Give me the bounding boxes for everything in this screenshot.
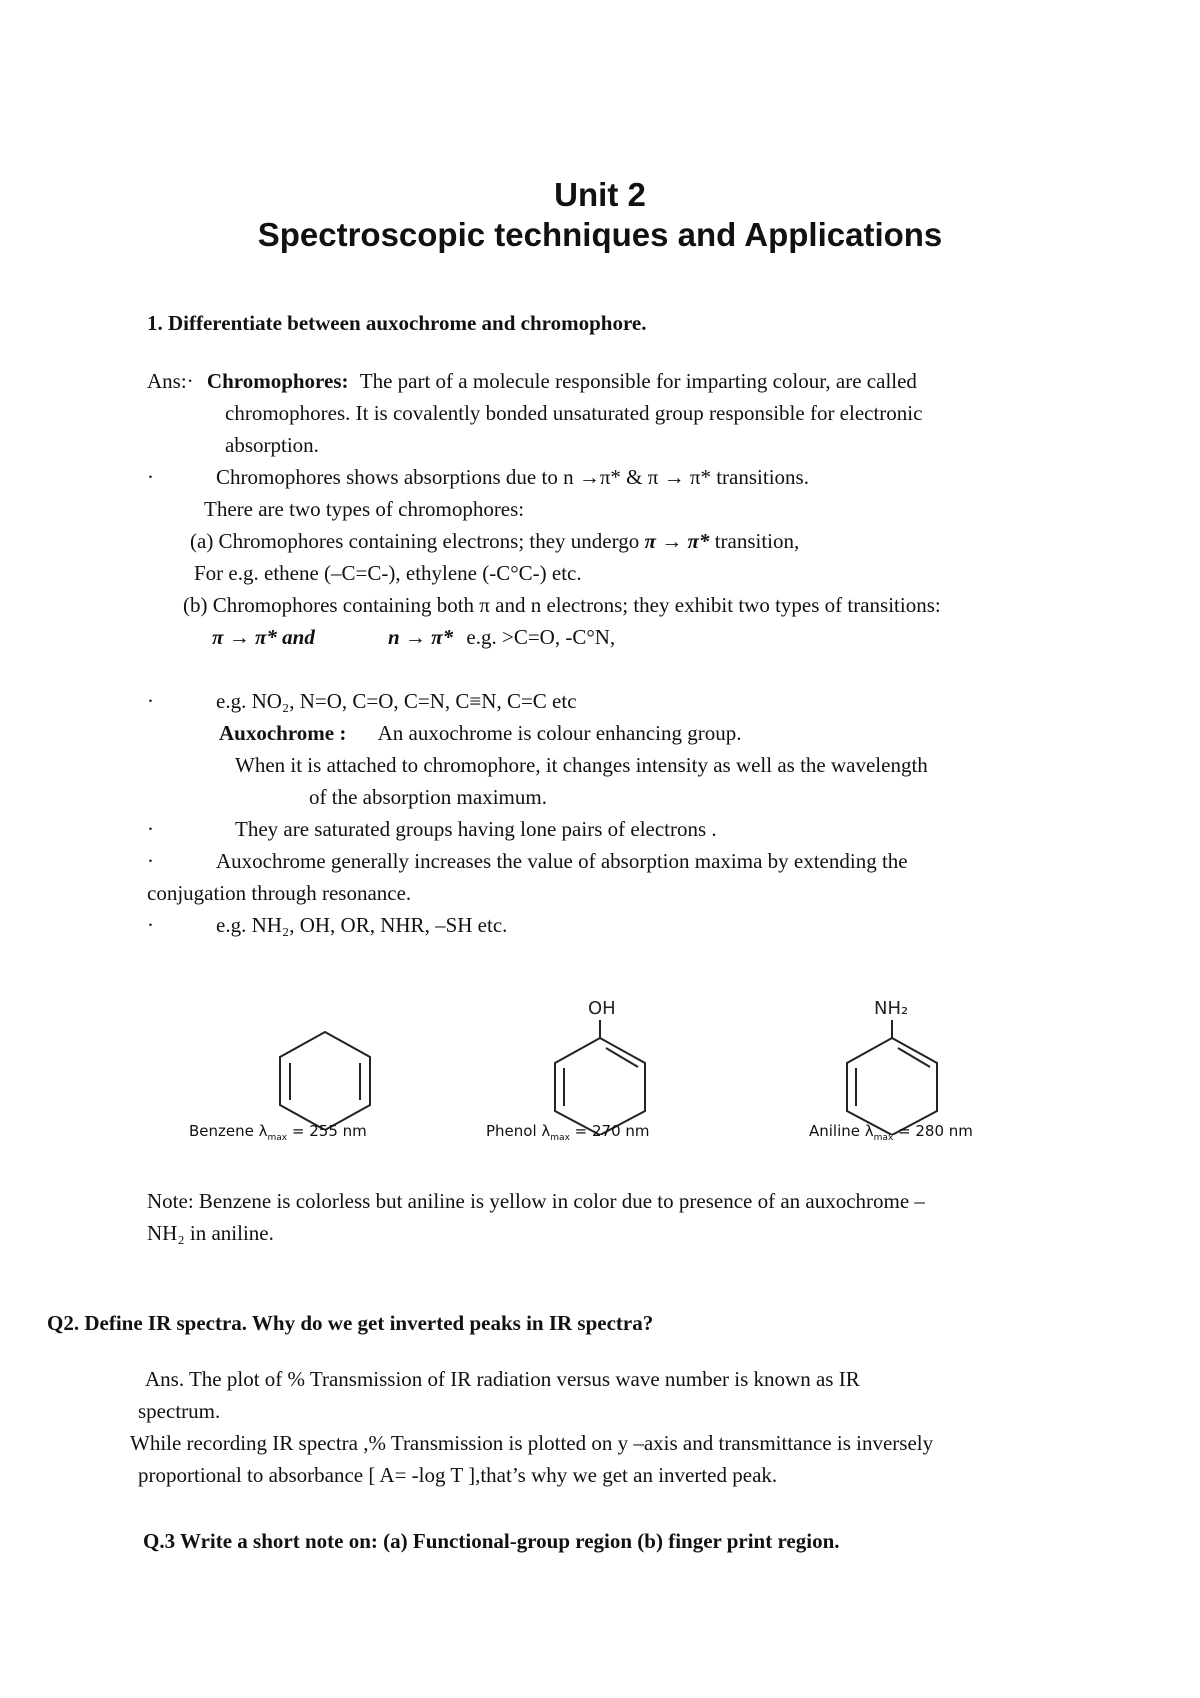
benzene-caption: Benzene $\lambda_{max} = 255$ nm [189, 1122, 367, 1143]
answer-1-line-1 [147, 371, 917, 392]
bullet: · [147, 817, 154, 841]
aniline-nh2-label: NH₂ [874, 998, 909, 1019]
auxochrome-line-6: conjugation through resonance. [147, 881, 412, 905]
chromophore-type-b-transitions [212, 627, 315, 648]
auxochrome-line-3: of the absorption maximum. [309, 785, 547, 809]
aniline-structure [830, 990, 960, 1135]
chromophore-types-intro: There are two types of chromophores: [204, 497, 525, 521]
bullet: · [147, 913, 154, 937]
benzene-structure [270, 1030, 390, 1130]
auxochrome-line [219, 723, 742, 744]
phenol-structure [540, 990, 670, 1135]
bullet: · [147, 465, 154, 489]
auxochrome-definition: An auxochrome is colour enhancing group. [377, 721, 742, 745]
question-3: Q.3 Write a short note on: (a) Functional-group region (b) finger print region. [143, 1529, 840, 1553]
chromophore-type-b: (b) Chromophores containing both π and n electrons; they exhibit two types of transitions: [183, 593, 941, 617]
chromophores-definition: The part of a molecule responsible for imparting colour, are called [359, 369, 917, 393]
bullet: · [147, 849, 154, 873]
note-line-2: NH₂ in aniline. [147, 1221, 274, 1245]
type-a-transition: π → π* [644, 529, 710, 553]
auxochrome-examples: e.g. NH₂, OH, OR, NHR, –SH etc. [216, 913, 508, 937]
answer-2-line-3: While recording IR spectra ,% Transmission is plotted on y –axis and transmittance is inversely [130, 1431, 934, 1455]
answer-2-line-1: Ans. The plot of % Transmission of IR radiation versus wave number is known as IR [145, 1367, 860, 1391]
question-2: Q2. Define IR spectra. Why do we get inverted peaks in IR spectra? [47, 1311, 654, 1335]
phenol-oh-label: OH [588, 998, 616, 1019]
n-pi-star-line [388, 627, 615, 648]
n-pi-star-transition: n → π* [388, 625, 454, 649]
chromophore-type-a: (a) Chromophores containing electrons; they undergo π → π* transition, [190, 529, 800, 553]
chromophore-examples: e.g. NO₂, N=O, C=O, C=N, C≡N, C=C etc [216, 689, 577, 713]
auxochrome-line-5: Auxochrome generally increases the value of absorption maxima by extending the [216, 849, 908, 873]
answer-2-line-2: spectrum. [138, 1399, 221, 1423]
auxochrome-line-2: When it is attached to chromophore, it changes intensity as well as the wavelength [235, 753, 928, 777]
answer-prefix: Ans:· [147, 369, 194, 393]
chromophores-definition-2: chromophores. It is covalently bonded unsaturated group responsible for electronic [225, 401, 923, 425]
chromophores-definition-3: absorption. [225, 433, 319, 457]
chromophores-transitions: Chromophores shows absorptions due to n →π* & π → π* transitions. [216, 465, 809, 489]
page-title: Spectroscopic techniques and Applications [257, 216, 943, 253]
pi-pi-star-transition: π → π* and [212, 625, 315, 649]
aniline-caption: Aniline $\lambda_{max} = 280$ nm [809, 1122, 973, 1143]
bullet: · [147, 689, 154, 713]
auxochrome-line-4: They are saturated groups having lone pairs of electrons . [235, 817, 717, 841]
chromophore-type-a-example: For e.g. ethene (–C=C-), ethylene (-C°C-) etc. [194, 561, 582, 585]
note-line-1: Note: Benzene is colorless but aniline is yellow in color due to presence of an auxochrome – [147, 1189, 925, 1213]
auxochrome-term: Auxochrome : [219, 721, 347, 745]
question-1: 1. Differentiate between auxochrome and chromophore. [147, 311, 647, 335]
unit-heading: Unit 2 [554, 176, 646, 213]
chromophores-term: Chromophores: [206, 369, 349, 393]
phenol-caption: Phenol $\lambda_{max} = 270$ nm [486, 1122, 650, 1143]
answer-2-line-4: proportional to absorbance [ A= -log T ],that’s why we get an inverted peak. [138, 1463, 778, 1487]
type-b-example: e.g. >C=O, -C°N, [466, 625, 616, 649]
